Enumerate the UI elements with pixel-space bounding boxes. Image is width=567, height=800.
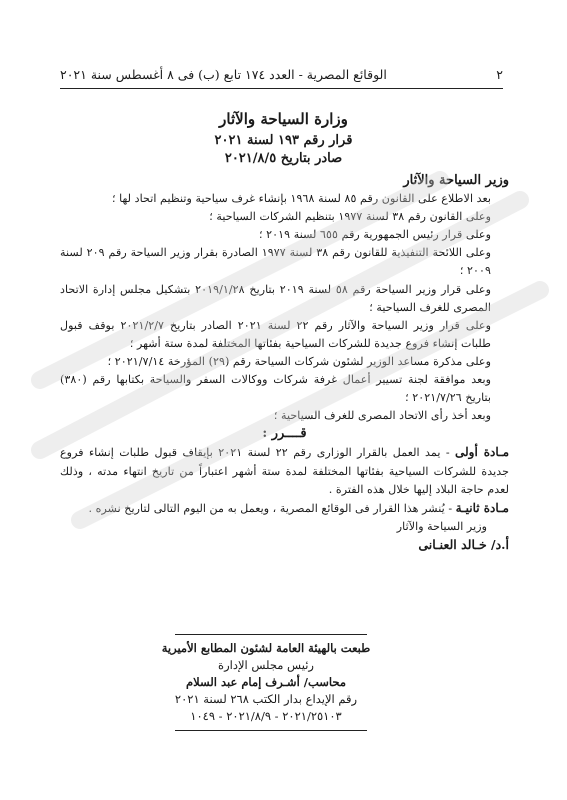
decree-date: صادر بتاريخ ٢٠٢١/٨/٥ [224, 151, 343, 166]
chairman-name: محاسب/ أشـرف إمام عبد السلام [186, 675, 346, 689]
signature-title: وزير السياحة والآثار [396, 519, 487, 533]
preamble-1: بعد الاطلاع على القانون رقم ٨٥ لسنة ١٩٦٨ بإنشاء غرف سياحية وتنظيم اتحاد لها ؛ [112, 192, 491, 206]
reference-number: ٢٠٢١/٢٥١٠٣ - ٢٠٢١/٨/٩ - ١٠٤٩ [190, 709, 342, 723]
footer-rule [175, 634, 367, 635]
ministry-title: وزارة السياحة والآثار [219, 110, 348, 128]
page-number: ٢ [496, 66, 503, 82]
minister-heading: وزير السياحة والآثار [403, 173, 509, 188]
preamble-2: وعلى القانون رقم ٣٨ لسنة ١٩٧٧ بتنظيم الشركات السياحية ؛ [209, 210, 491, 224]
preamble-7: وعلى مذكرة مساعد الوزير لشئون شركات السياحة رقم (٢٩) المؤرخة ٢٠٢١/٧/١٤ ؛ [107, 354, 491, 368]
decree-number: قرار رقم ١٩٣ لسنة ٢٠٢١ [214, 133, 353, 148]
preamble-9: وبعد أخذ رأى الاتحاد المصرى للغرف السياحية ؛ [273, 409, 491, 423]
signature-name: أ.د/ خـالد العنـانى [418, 536, 509, 552]
board-title: رئيس مجلس الإدارة [218, 658, 314, 672]
preamble-4: وعلى اللائحة التنفيذية للقانون رقم ٣٨ لسنة ١٩٧٧ الصادرة بقرار وزير السياحة رقم ٢٠٩ لسنة ٢٠٠٩ ؛ [60, 246, 491, 278]
header-rule [60, 88, 503, 89]
deposit-number: رقم الإيداع بدار الكتب ٢٦٨ لسنة ٢٠٢١ [174, 692, 358, 706]
preamble-6: وعلى قرار وزير السياحة والآثار رقم ٢٢ لسنة ٢٠٢١ الصادر بتاريخ ٢٠٢١/٢/٧ بوقف قبول طلبات إنشاء فروع جديدة للشركات السياحية بفئاتها المختلفة لمدة ستة أشهر ؛ [60, 318, 491, 350]
article-2 [60, 499, 509, 518]
decided-heading: قــــرر : [262, 426, 307, 442]
preamble-5: وعلى قرار وزير السياحة رقم ٥٨ لسنة ٢٠١٩ بتاريخ ٢٠١٩/١/٢٨ بتشكيل مجلس إدارة الاتحاد المصرى للغرف السياحية ؛ [60, 282, 491, 314]
article-1-text: - يمد العمل بالقرار الوزارى رقم ٢٢ لسنة ٢٠٢١ بإيقاف قبول طلبات إنشاء فروع جديدة للشركات السياحية بفئاتها المختلفة لمدة ستة أشهر اعتباراً من تاريخ انتهاء مدته ، وذلك لعدم حاجة البلاد إليها خلال هذه الفترة . [60, 446, 509, 496]
article-1-label: مـادة أولى [454, 445, 509, 460]
running-header [60, 64, 503, 84]
preamble-8: وبعد موافقة لجنة تسيير أعمال غرفة شركات ووكالات السفر والسياحة بكتابها رقم (٣٨٠) بتاريخ ٢٠٢١/٧/٢٦ ؛ [60, 373, 491, 405]
article-2-label: مـادة ثانيـة [455, 500, 509, 515]
article-2-text: - يُنشر هذا القرار فى الوقائع المصرية ، ويعمل به من اليوم التالى لتاريخ نشره . [88, 501, 456, 515]
running-title: الوقائع المصرية - العدد ١٧٤ تابع (ب) فى ٨ أغسطس سنة ٢٠٢١ [60, 66, 387, 82]
footer-bottom-rule [175, 730, 367, 731]
decree-body [60, 172, 509, 554]
preamble-3: وعلى قرار رئيس الجمهورية رقم ٦٥٥ لسنة ٢٠١٩ ؛ [258, 228, 491, 242]
article-1 [60, 443, 509, 498]
printer-line: طبعت بالهيئة العامة لشئون المطابع الأميرية [161, 641, 371, 655]
printer-footer [150, 640, 382, 725]
